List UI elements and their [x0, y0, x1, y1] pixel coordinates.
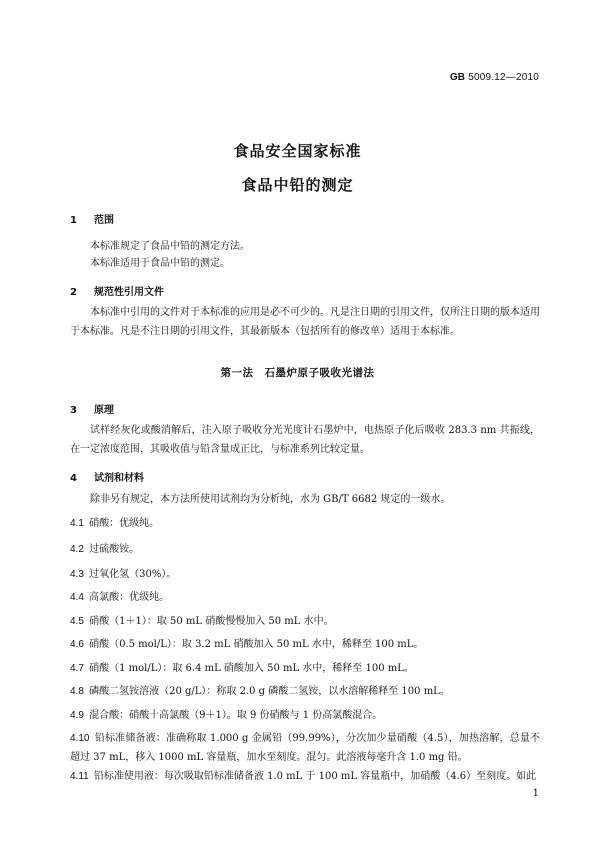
item-number: 4.2	[70, 544, 84, 555]
section-title: 规范性引用文件	[94, 287, 164, 298]
item-number: 4.3	[70, 569, 84, 580]
section-heading-reagents	[70, 469, 144, 484]
item-text: 磷酸二氢铵溶液（20 g/L）：称取 2.0 g 磷酸二氢铵，以水溶解稀释至 100 mL。	[89, 686, 450, 697]
section-number: 2	[70, 287, 77, 298]
item-number: 4.11	[70, 771, 89, 782]
list-item	[70, 565, 540, 584]
section-heading-principle	[70, 401, 114, 416]
reagents-paragraph: 除非另有规定，本方法所使用试剂均为分析纯，水为 GB/T 6682 规定的一级水。	[90, 494, 451, 505]
item-number: 4.1	[70, 518, 84, 529]
item-text: 硝酸（1＋1）：取 50 mL 硝酸慢慢加入 50 mL 水中。	[89, 616, 334, 627]
item-text: 过氧化氢（30%）。	[89, 569, 177, 580]
item-number: 4.4	[70, 592, 84, 603]
section-number: 3	[70, 405, 77, 416]
item-number: 4.9	[70, 710, 84, 721]
item-number: 4.10	[70, 733, 90, 744]
list-item	[70, 659, 540, 678]
list-item	[70, 612, 540, 631]
section-heading-scope	[70, 211, 114, 226]
item-number: 4.6	[70, 639, 84, 650]
section-number: 4	[70, 473, 77, 484]
list-item	[70, 729, 540, 767]
item-text: 铅标准使用液：每次吸取铅标准储备液 1.0 mL 于 100 mL 容量瓶中，加硝酸（4.6）至刻度。如此	[93, 771, 537, 782]
item-text: 高氯酸：优级纯。	[89, 592, 170, 603]
page-number: 1	[532, 788, 539, 799]
list-item	[70, 682, 540, 701]
standard-number: 5009.12—2010	[468, 72, 539, 83]
item-number: 4.5	[70, 616, 84, 627]
list-item	[70, 706, 540, 725]
list-item	[70, 635, 540, 654]
principle-paragraph: 试样经灰化或酸消解后，注入原子吸收分光光度计石墨炉中，电热原子化后吸收 283.3 nm 共振线，在一定浓度范围，其吸收值与铅含量成正比，与标准系列比较定量。	[70, 425, 540, 455]
item-number: 4.8	[70, 686, 84, 697]
item-text: 硝酸（1 mol/L）：取 6.4 mL 硝酸加入 50 mL 水中，稀释至 100 mL。	[89, 663, 414, 674]
section-title: 原理	[94, 405, 114, 416]
item-text: 硝酸：优级纯。	[89, 518, 160, 529]
scope-line: 本标准适用于食品中铅的测定。	[90, 258, 230, 269]
item-text: 混合酸：硝酸十高氯酸（9＋1）。取 9 份硝酸与 1 份高氯酸混合。	[89, 710, 383, 721]
standard-prefix: GB	[449, 72, 466, 83]
item-text: 铅标准储备液：准确称取 1.000 g 金属铅（99.99%），分次加少量硝酸（4.5），加热溶解，总量不超过 37 mL，移入 1000 mL 容量瓶，加水至刻度。混匀。此溶液每毫升含 1.0 mg 铅。	[70, 733, 540, 763]
section-heading-references	[70, 283, 164, 298]
method-title: 第一法 石墨炉原子吸收光谱法	[220, 367, 375, 379]
item-text: 过硫酸铵。	[89, 544, 140, 555]
list-item	[70, 588, 540, 607]
list-item	[70, 514, 540, 533]
section-number: 1	[70, 215, 77, 226]
list-item	[70, 540, 540, 559]
scope-line: 本标准规定了食品中铅的测定方法。	[90, 241, 250, 252]
item-number: 4.7	[70, 663, 84, 674]
document-title: 食品安全国家标准	[233, 142, 362, 160]
document-subtitle: 食品中铅的测定	[241, 176, 354, 194]
item-text: 硝酸（0.5 mol/L）：取 3.2 mL 硝酸加入 50 mL 水中，稀释至 100 mL。	[89, 639, 424, 650]
references-paragraph: 本标准中引用的文件对于本标准的应用是必不可少的。凡是注日期的引用文件，仅所注日期的版本适用于本标准。凡是不注日期的引用文件，其最新版本（包括所有的修改单）适用于本标准。	[70, 307, 540, 337]
list-item	[70, 767, 540, 786]
section-title: 范围	[94, 215, 114, 226]
section-title: 试剂和材料	[94, 473, 144, 484]
standard-code	[450, 72, 539, 83]
